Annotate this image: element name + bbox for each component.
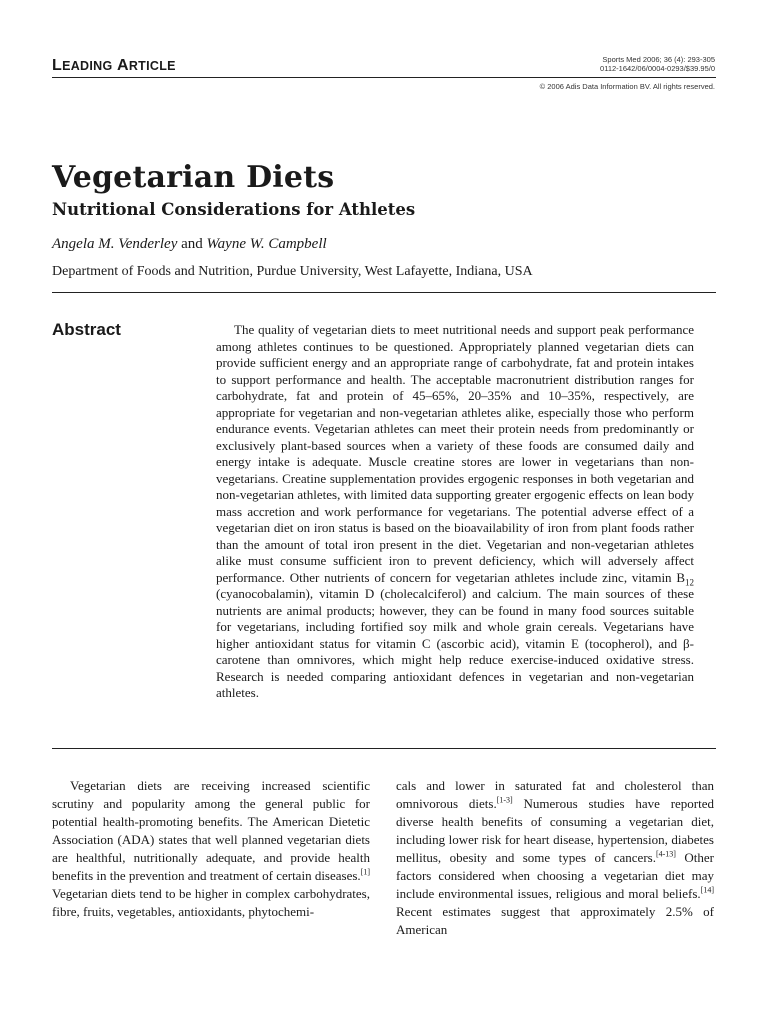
- body-left-text-1: Vegetarian diets are receiving increased scientific scrutiny and popularity among the general public for potential health-promoting benefits. The American Dietetic Association (ADA) states that well planned vegetarian diets are healthful, nutritionally adequate, and provide health benefits in the prevention and treatment of certain diseases.: [52, 778, 370, 883]
- header-rule: [52, 77, 716, 78]
- abstract-bottom-rule: [52, 748, 716, 749]
- abstract-text-part-1: The quality of vegetarian diets to meet nutritional needs and support peak performance among athletes continues to be questioned. Appropriately planned vegetarian diets can provide sufficient energy and an appropriate range of carbohydrate, fat and protein intakes to support performance and health. The acceptable macronutrient distribution ranges for carbohydrate, fat and protein of 45–65%, 20–35% and 10–35%, respectively, are appropriate for vegetarian and non-vegetarian athletes alike, especially those who perform endurance events. Vegetarian athletes can meet their protein needs from predominantly or exclusively plant-based sources when a variety of these foods are consumed daily and energy intake is adequate. Muscle creatine stores are lower in vegetarians than non-vegetarians. Creatine supplementation provides ergogenic responses in both vegetarian and non-vegetarian athletes, with limited data supporting greater ergogenic effects on lean body mass accretion and work performance for vegetarians. The potential adverse effect of a vegetarian diet on iron status is based on the bioavailability of iron from plant foods rather than the amount of total iron present in the diet. Vegetarian and non-vegetarian athletes alike must consume sufficient iron to prevent deficiency, which will adversely affect performance. Other nutrients of concern for vegetarian athletes include zinc, vitamin B: [216, 322, 694, 585]
- author-join: and: [177, 236, 207, 252]
- citation-ref: [1-3]: [496, 795, 513, 805]
- citation-line-2: 0112-1642/06/0004-0293/$39.95/0: [600, 64, 715, 73]
- body-right-text-4: Recent estimates suggest that approximately 2.5% of American: [396, 904, 714, 937]
- citation-line-1: Sports Med 2006; 36 (4): 293-305: [602, 55, 715, 64]
- body-right-text-3: Other factors considered when choosing a vegetarian diet may include environmental issues, religious and moral beliefs.: [396, 850, 714, 901]
- abstract-text-part-2: (cyanocobalamin), vitamin D (cholecalciferol) and calcium. The main sources of these nutrients are animal products; however, they can be found in many food sources suitable for vegetarians, including fortified soy milk and whole grain cereals. Vegetarians have higher antioxidant status for vitamin C (ascorbic acid), vitamin E (tocopherol), and β-carotene than omnivores, which might help reduce exercise-induced oxidative stress. Research is needed comparing antioxidant defences in vegetarian and non-vegetarian athletes.: [216, 586, 694, 700]
- body-right-text-1: cals and lower in saturated fat and cholesterol than omnivorous diets.: [396, 778, 714, 811]
- abstract-top-rule: [52, 292, 716, 293]
- citation-ref: [4-13]: [655, 849, 676, 859]
- abstract-subscript: 12: [685, 577, 694, 588]
- author-affiliation: Department of Foods and Nutrition, Purdue University, West Lafayette, Indiana, USA: [52, 264, 533, 279]
- section-label-rest-1: EADING: [62, 59, 113, 73]
- section-label-initial-2: A: [116, 57, 129, 74]
- body-right-text-2: Numerous studies have reported diverse health benefits of consuming a vegetarian diet, including lower risk for heart disease, hypertension, diabetes mellitus, obesity and some types of cancers.: [396, 796, 715, 865]
- section-label: [52, 57, 176, 75]
- citation-ref: [14]: [700, 885, 714, 895]
- abstract-heading: Abstract: [52, 320, 121, 339]
- article-title: Vegetarian Diets: [52, 160, 335, 195]
- body-left-text-2: Vegetarian diets tend to be higher in complex carbohydrates, fibre, fruits, vegetables, antioxidants, phytochemi-: [52, 886, 370, 919]
- author-2: Wayne W. Campbell: [206, 236, 327, 252]
- article-subtitle: Nutritional Considerations for Athletes: [52, 200, 416, 219]
- abstract-text: [216, 322, 694, 702]
- citation-ref: [1]: [360, 867, 370, 877]
- author-list: [52, 236, 327, 253]
- body-column-right: [396, 777, 714, 939]
- section-label-initial-1: L: [52, 57, 63, 74]
- body-column-left: [52, 777, 370, 921]
- section-label-rest-2: RTICLE: [128, 59, 176, 73]
- citation-info: [600, 55, 715, 73]
- author-1: Angela M. Venderley: [52, 236, 178, 252]
- copyright-notice: © 2006 Adis Data Information BV. All rights reserved.: [539, 82, 715, 91]
